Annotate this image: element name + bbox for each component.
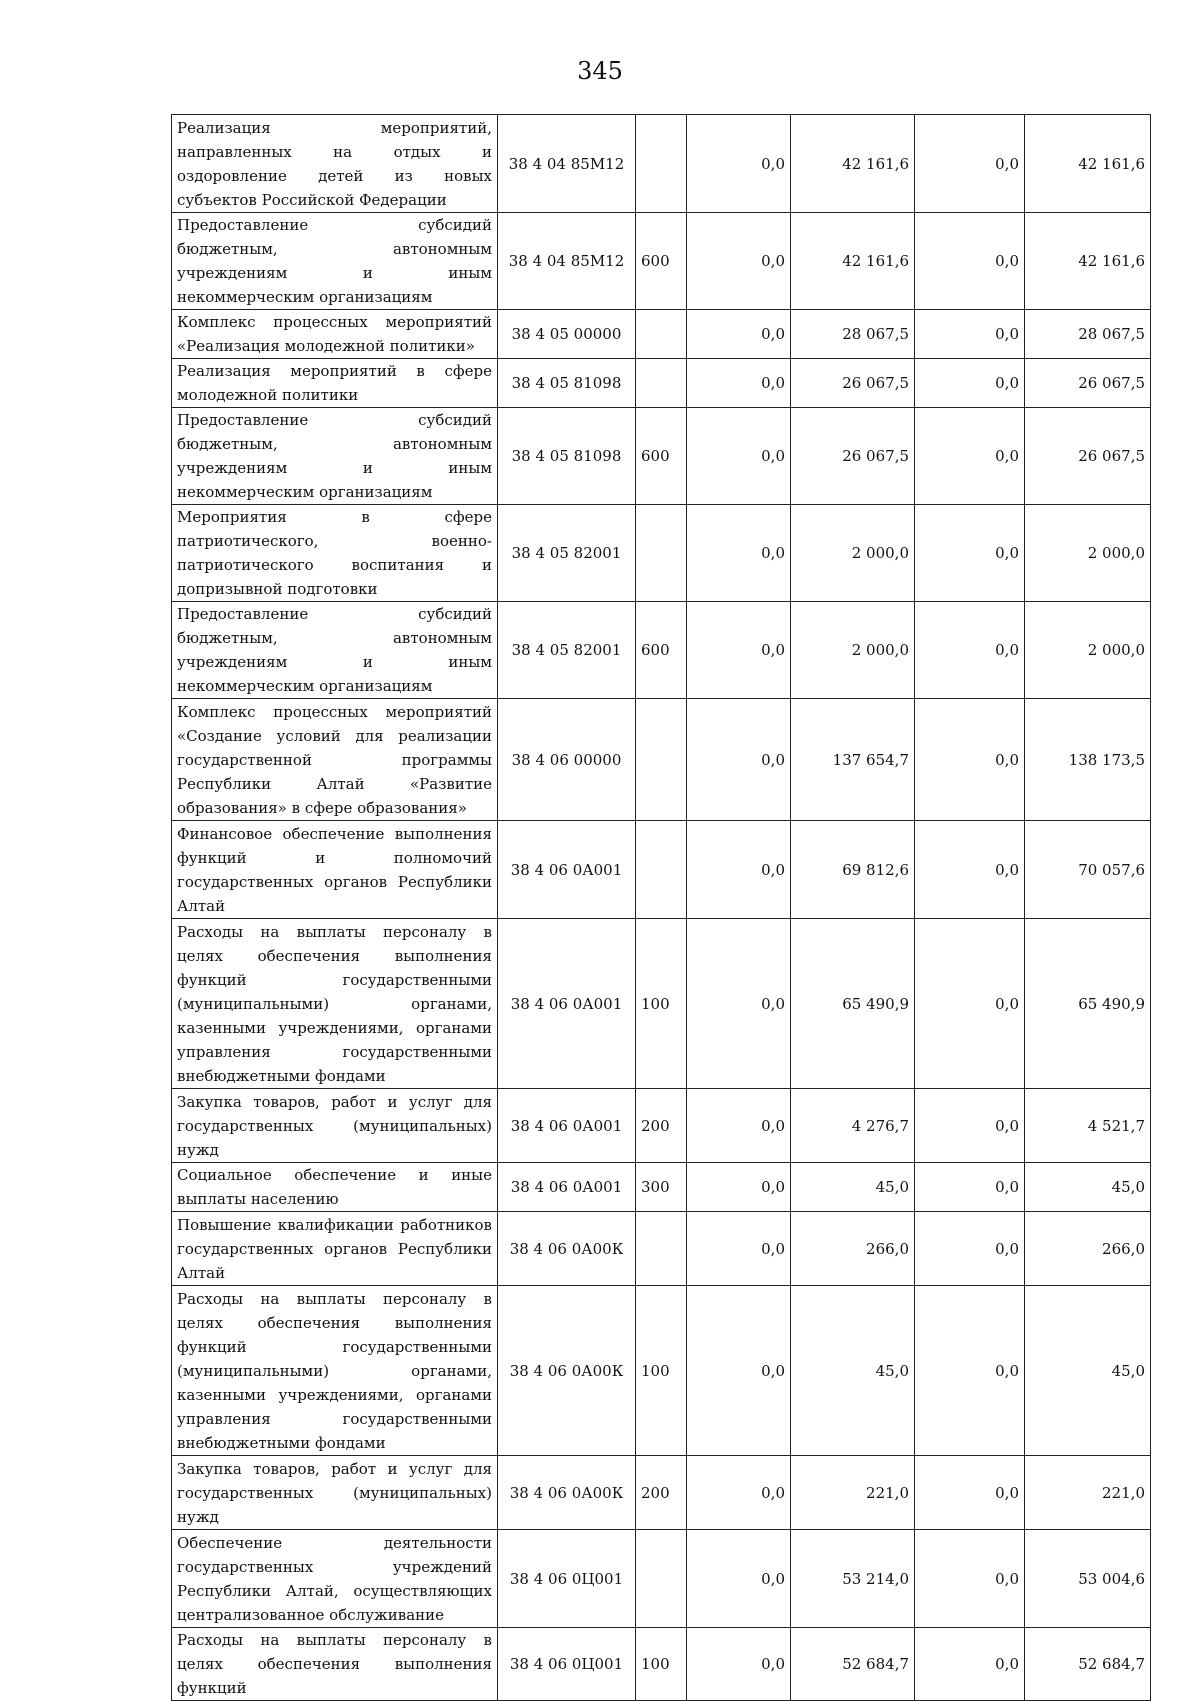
- value-3: 0,0: [915, 359, 1025, 408]
- target-code: 38 4 06 0А00К: [498, 1456, 636, 1530]
- value-3: 0,0: [915, 310, 1025, 359]
- value-1: 0,0: [687, 699, 791, 821]
- expense-type: [636, 821, 687, 919]
- value-1: 0,0: [687, 408, 791, 505]
- table-row: [172, 1163, 1151, 1212]
- expense-type: [636, 359, 687, 408]
- expense-name: Предоставление субсидий бюджетным, автономным учреждениям и иным некоммерческим организациям: [172, 213, 498, 310]
- expense-name: Мероприятия в сфере патриотического, военно-патриотического воспитания и допризывной подготовки: [172, 505, 498, 602]
- value-2: 45,0: [791, 1286, 915, 1456]
- value-2: 26 067,5: [791, 359, 915, 408]
- target-code: 38 4 06 0Ц001: [498, 1628, 636, 1701]
- target-code: 38 4 06 0А001: [498, 1089, 636, 1163]
- value-4: 42 161,6: [1025, 213, 1151, 310]
- page-number: 345: [577, 57, 623, 85]
- value-4: 65 490,9: [1025, 919, 1151, 1089]
- table-row: [172, 310, 1151, 359]
- target-code: 38 4 05 81098: [498, 359, 636, 408]
- expense-name: Комплекс процессных мероприятий «Реализация молодежной политики»: [172, 310, 498, 359]
- value-1: 0,0: [687, 115, 791, 213]
- value-4: 138 173,5: [1025, 699, 1151, 821]
- target-code: 38 4 06 0А00К: [498, 1286, 636, 1456]
- expense-name: Расходы на выплаты персоналу в целях обеспечения выполнения функций государственными (муниципальными) органами, казенными учреждениями, органами управления государственными внебюджетными фондами: [172, 1286, 498, 1456]
- expense-type: [636, 115, 687, 213]
- value-4: 45,0: [1025, 1286, 1151, 1456]
- table-row: [172, 602, 1151, 699]
- value-1: 0,0: [687, 359, 791, 408]
- value-1: 0,0: [687, 821, 791, 919]
- expense-type: 300: [636, 1163, 687, 1212]
- expense-name: Предоставление субсидий бюджетным, автономным учреждениям и иным некоммерческим организациям: [172, 602, 498, 699]
- expense-name: Комплекс процессных мероприятий «Создание условий для реализации государственной программы Республики Алтай «Развитие образования» в сфере образования»: [172, 699, 498, 821]
- table-row: [172, 1286, 1151, 1456]
- target-code: 38 4 05 82001: [498, 505, 636, 602]
- value-4: 26 067,5: [1025, 359, 1151, 408]
- value-2: 69 812,6: [791, 821, 915, 919]
- table-row: [172, 408, 1151, 505]
- value-2: 2 000,0: [791, 602, 915, 699]
- expense-type: 600: [636, 602, 687, 699]
- value-2: 2 000,0: [791, 505, 915, 602]
- target-code: 38 4 05 82001: [498, 602, 636, 699]
- target-code: 38 4 05 81098: [498, 408, 636, 505]
- value-2: 137 654,7: [791, 699, 915, 821]
- value-1: 0,0: [687, 310, 791, 359]
- value-4: 26 067,5: [1025, 408, 1151, 505]
- expense-type: 200: [636, 1089, 687, 1163]
- value-3: 0,0: [915, 919, 1025, 1089]
- value-3: 0,0: [915, 821, 1025, 919]
- value-2: 4 276,7: [791, 1089, 915, 1163]
- expense-type: [636, 699, 687, 821]
- value-2: 45,0: [791, 1163, 915, 1212]
- value-4: 70 057,6: [1025, 821, 1151, 919]
- value-2: 53 214,0: [791, 1530, 915, 1628]
- value-4: 45,0: [1025, 1163, 1151, 1212]
- value-3: 0,0: [915, 1456, 1025, 1530]
- value-2: 52 684,7: [791, 1628, 915, 1701]
- expense-type: [636, 1530, 687, 1628]
- table-row: [172, 505, 1151, 602]
- value-4: 221,0: [1025, 1456, 1151, 1530]
- value-4: 266,0: [1025, 1212, 1151, 1286]
- expense-type: 100: [636, 919, 687, 1089]
- value-1: 0,0: [687, 1089, 791, 1163]
- value-2: 266,0: [791, 1212, 915, 1286]
- value-2: 42 161,6: [791, 115, 915, 213]
- table-row: [172, 359, 1151, 408]
- expense-name: Расходы на выплаты персоналу в целях обеспечения выполнения функций государственными (муниципальными) органами, казенными учреждениями, органами управления государственными внебюджетными фондами: [172, 919, 498, 1089]
- table-row: [172, 919, 1151, 1089]
- value-3: 0,0: [915, 1089, 1025, 1163]
- expense-name: Финансовое обеспечение выполнения функций и полномочий государственных органов Республики Алтай: [172, 821, 498, 919]
- value-4: 2 000,0: [1025, 505, 1151, 602]
- value-4: 2 000,0: [1025, 602, 1151, 699]
- table-row: [172, 1212, 1151, 1286]
- value-4: 28 067,5: [1025, 310, 1151, 359]
- table-row: [172, 699, 1151, 821]
- value-2: 28 067,5: [791, 310, 915, 359]
- target-code: 38 4 04 85М12: [498, 115, 636, 213]
- target-code: 38 4 06 0Ц001: [498, 1530, 636, 1628]
- expense-name: Социальное обеспечение и иные выплаты населению: [172, 1163, 498, 1212]
- value-3: 0,0: [915, 699, 1025, 821]
- expense-type: 600: [636, 213, 687, 310]
- value-4: 4 521,7: [1025, 1089, 1151, 1163]
- expense-name: Закупка товаров, работ и услуг для государственных (муниципальных) нужд: [172, 1089, 498, 1163]
- value-1: 0,0: [687, 1456, 791, 1530]
- value-4: 52 684,7: [1025, 1628, 1151, 1701]
- expense-type: [636, 505, 687, 602]
- budget-table: [171, 114, 1151, 1701]
- table-row: [172, 1530, 1151, 1628]
- value-4: 42 161,6: [1025, 115, 1151, 213]
- expense-type: [636, 310, 687, 359]
- expense-name: Предоставление субсидий бюджетным, автономным учреждениям и иным некоммерческим организациям: [172, 408, 498, 505]
- value-3: 0,0: [915, 1530, 1025, 1628]
- target-code: 38 4 05 00000: [498, 310, 636, 359]
- value-3: 0,0: [915, 115, 1025, 213]
- value-1: 0,0: [687, 919, 791, 1089]
- value-2: 26 067,5: [791, 408, 915, 505]
- value-2: 42 161,6: [791, 213, 915, 310]
- target-code: 38 4 04 85М12: [498, 213, 636, 310]
- value-3: 0,0: [915, 213, 1025, 310]
- expense-name: Закупка товаров, работ и услуг для государственных (муниципальных) нужд: [172, 1456, 498, 1530]
- table-row: [172, 1456, 1151, 1530]
- expense-type: [636, 1212, 687, 1286]
- table-row: [172, 213, 1151, 310]
- expense-name: Обеспечение деятельности государственных учреждений Республики Алтай, осуществляющих централизованное обслуживание: [172, 1530, 498, 1628]
- value-1: 0,0: [687, 1530, 791, 1628]
- target-code: 38 4 06 00000: [498, 699, 636, 821]
- expense-name: Реализация мероприятий в сфере молодежной политики: [172, 359, 498, 408]
- target-code: 38 4 06 0А001: [498, 1163, 636, 1212]
- table-row: [172, 821, 1151, 919]
- value-1: 0,0: [687, 1628, 791, 1701]
- expense-type: 200: [636, 1456, 687, 1530]
- value-1: 0,0: [687, 1212, 791, 1286]
- value-1: 0,0: [687, 1286, 791, 1456]
- table-row: [172, 1089, 1151, 1163]
- expense-name: Расходы на выплаты персоналу в целях обеспечения выполнения функций: [172, 1628, 498, 1701]
- value-3: 0,0: [915, 602, 1025, 699]
- value-2: 221,0: [791, 1456, 915, 1530]
- value-4: 53 004,6: [1025, 1530, 1151, 1628]
- target-code: 38 4 06 0А00К: [498, 1212, 636, 1286]
- value-3: 0,0: [915, 1163, 1025, 1212]
- value-3: 0,0: [915, 1628, 1025, 1701]
- value-3: 0,0: [915, 1212, 1025, 1286]
- value-1: 0,0: [687, 1163, 791, 1212]
- target-code: 38 4 06 0А001: [498, 821, 636, 919]
- expense-type: 100: [636, 1628, 687, 1701]
- expense-type: 100: [636, 1286, 687, 1456]
- value-1: 0,0: [687, 505, 791, 602]
- value-3: 0,0: [915, 1286, 1025, 1456]
- expense-name: Повышение квалификации работников государственных органов Республики Алтай: [172, 1212, 498, 1286]
- expense-type: 600: [636, 408, 687, 505]
- value-1: 0,0: [687, 213, 791, 310]
- table-row: [172, 115, 1151, 213]
- table-row: [172, 1628, 1151, 1701]
- expense-name: Реализация мероприятий, направленных на отдых и оздоровление детей из новых субъектов Российской Федерации: [172, 115, 498, 213]
- value-3: 0,0: [915, 408, 1025, 505]
- target-code: 38 4 06 0А001: [498, 919, 636, 1089]
- value-2: 65 490,9: [791, 919, 915, 1089]
- value-1: 0,0: [687, 602, 791, 699]
- value-3: 0,0: [915, 505, 1025, 602]
